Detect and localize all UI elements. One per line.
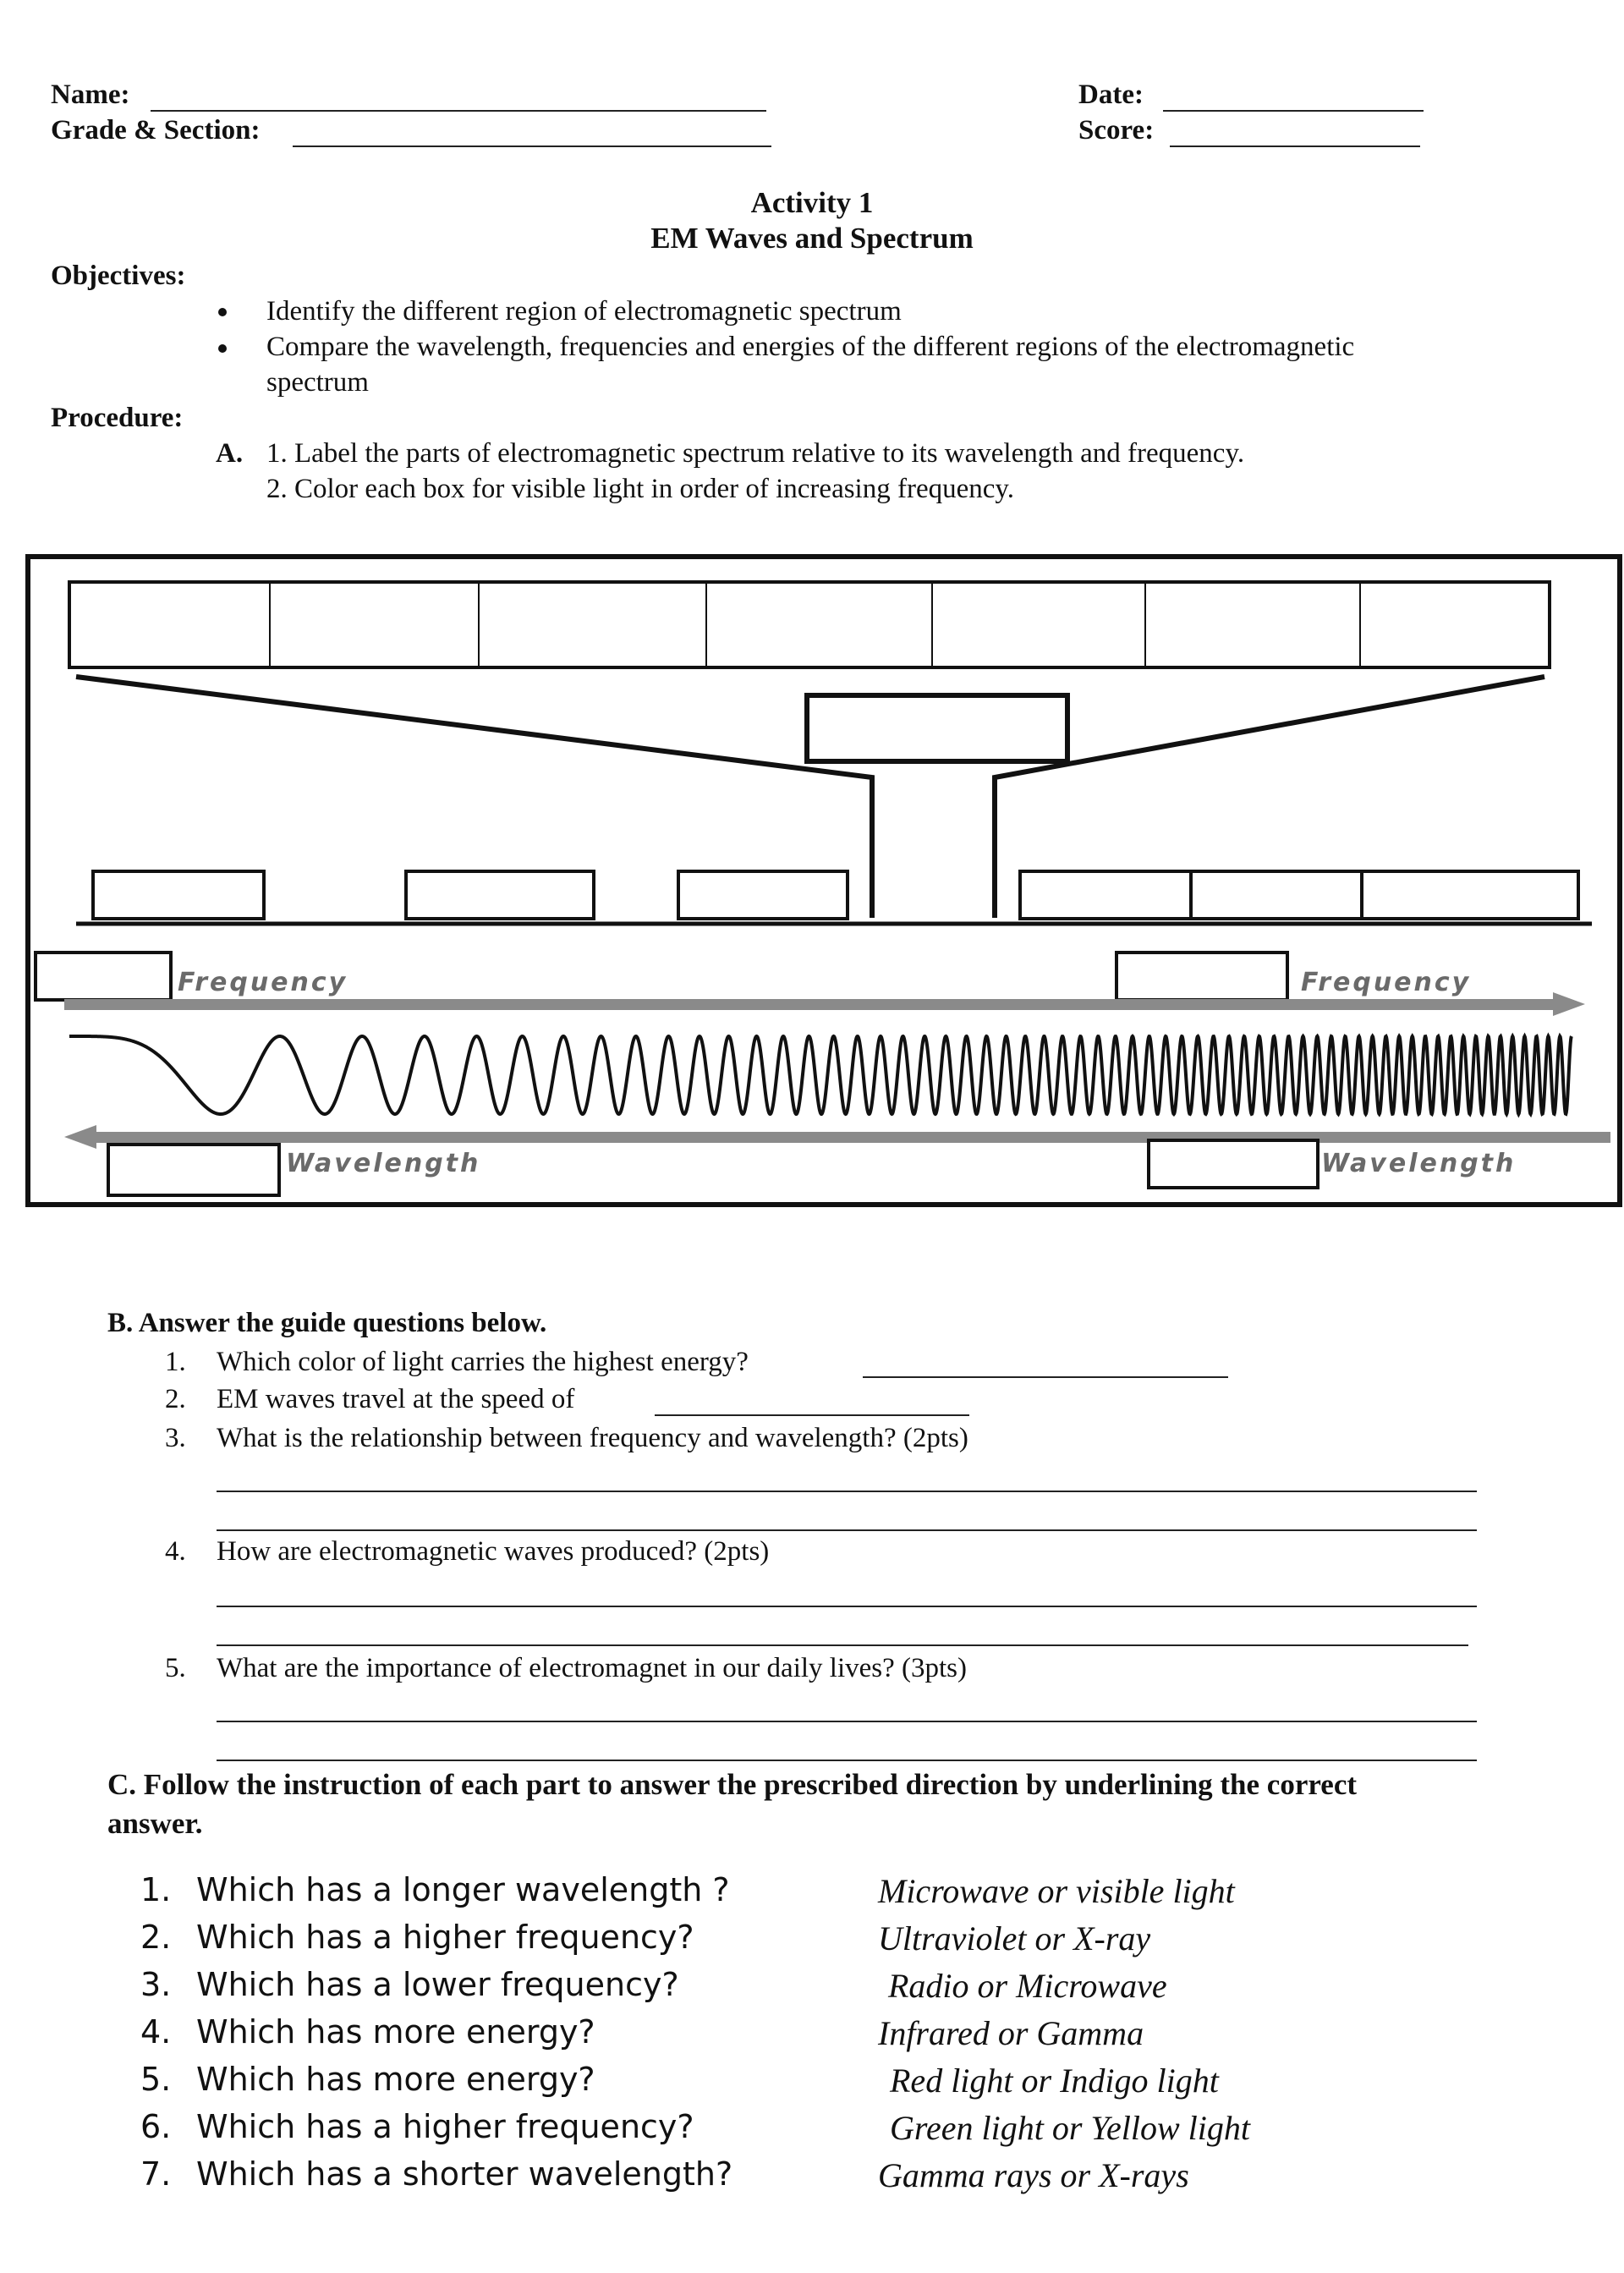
grade-section-label: Grade & Section: bbox=[51, 115, 261, 145]
procedure-step: 1. Label the parts of electromagnetic spectrum relative to its wavelength and frequency. bbox=[266, 438, 1245, 469]
objectives-label: Objectives: bbox=[51, 261, 186, 291]
activity-title: Activity 1 bbox=[750, 186, 874, 219]
objective-item: Compare the wavelength, frequencies and energies of the different regions of the electromagnetic bbox=[266, 332, 1355, 362]
item-number: 2. bbox=[140, 1919, 172, 1956]
item-answer-choices[interactable]: Gamma rays or X-rays bbox=[878, 2156, 1189, 2194]
item-answer-choices[interactable]: Ultraviolet or X-ray bbox=[878, 1919, 1151, 1957]
name-field[interactable] bbox=[151, 110, 766, 112]
em-wave-icon bbox=[69, 1036, 1572, 1114]
region-box-2 bbox=[406, 871, 594, 919]
item-question: Which has a higher frequency? bbox=[196, 1919, 694, 1956]
item-question: Which has a higher frequency? bbox=[196, 2108, 694, 2145]
em-spectrum-diagram bbox=[25, 554, 1622, 1207]
visible-light-strip bbox=[69, 582, 1550, 667]
item-answer-choices[interactable]: Green light or Yellow light bbox=[890, 2109, 1250, 2147]
score-field[interactable] bbox=[1170, 145, 1420, 147]
question-number: 4. bbox=[165, 1536, 186, 1567]
frequency-arrow-shaft bbox=[64, 999, 1553, 1010]
section-c-heading-continued: answer. bbox=[107, 1807, 203, 1840]
answer-line[interactable] bbox=[217, 1721, 1477, 1722]
region-box-5 bbox=[1020, 871, 1191, 919]
wavelength-label-left: Wavelength bbox=[286, 1149, 481, 1178]
wavelength-arrow-head bbox=[64, 1125, 96, 1149]
region-box-6 bbox=[1191, 871, 1362, 919]
question-text: Which color of light carries the highest energy? bbox=[217, 1347, 749, 1377]
question-text: EM waves travel at the speed of bbox=[217, 1384, 575, 1414]
item-number: 4. bbox=[140, 2013, 172, 2051]
item-answer-choices[interactable]: Microwave or visible light bbox=[878, 1872, 1235, 1910]
procedure-part-letter: A. bbox=[216, 438, 244, 469]
frequency-low-label-box bbox=[36, 953, 171, 1000]
frequency-label-right: Frequency bbox=[1301, 968, 1472, 997]
item-number: 3. bbox=[140, 1966, 172, 2003]
visible-light-label-box bbox=[807, 695, 1067, 761]
frequency-high-label-box bbox=[1116, 953, 1287, 1000]
item-question: Which has a shorter wavelength? bbox=[196, 2155, 733, 2193]
wavelength-label-right: Wavelength bbox=[1321, 1149, 1517, 1178]
item-question: Which has more energy? bbox=[196, 2013, 595, 2051]
em-spectrum-drawing bbox=[30, 559, 1617, 1202]
question-text: What are the importance of electromagnet in our daily lives? (3pts) bbox=[217, 1653, 967, 1683]
item-question: Which has a lower frequency? bbox=[196, 1966, 679, 2003]
question-text: What is the relationship between frequency and wavelength? (2pts) bbox=[217, 1423, 968, 1453]
item-answer-choices[interactable]: Red light or Indigo light bbox=[890, 2062, 1219, 2100]
date-field[interactable] bbox=[1163, 110, 1424, 112]
wavelength-short-label-box bbox=[1149, 1140, 1318, 1188]
item-question: Which has more energy? bbox=[196, 2061, 595, 2098]
question-number: 3. bbox=[165, 1423, 186, 1453]
frequency-label-left: Frequency bbox=[178, 968, 348, 997]
name-label: Name: bbox=[51, 80, 130, 110]
score-label: Score: bbox=[1078, 115, 1155, 145]
item-answer-choices[interactable]: Infrared or Gamma bbox=[878, 2014, 1144, 2052]
date-label: Date: bbox=[1078, 80, 1144, 110]
question-number: 5. bbox=[165, 1653, 186, 1683]
procedure-step: 2. Color each box for visible light in order of increasing frequency. bbox=[266, 474, 1015, 504]
item-number: 7. bbox=[140, 2155, 172, 2193]
region-box-3 bbox=[678, 871, 848, 919]
activity-subtitle: EM Waves and Spectrum bbox=[650, 222, 974, 255]
section-c-heading: C. Follow the instruction of each part to answer the prescribed direction by underlining the correct bbox=[107, 1768, 1358, 1801]
question-text: How are electromagnetic waves produced? (2pts) bbox=[217, 1536, 770, 1567]
procedure-label: Procedure: bbox=[51, 403, 184, 433]
region-box-1 bbox=[93, 871, 264, 919]
wavelength-arrow-shaft bbox=[96, 1132, 1610, 1143]
item-answer-choices[interactable]: Radio or Microwave bbox=[888, 1967, 1167, 2005]
section-b-heading: B. Answer the guide questions below. bbox=[107, 1308, 547, 1338]
frequency-arrow-head bbox=[1553, 992, 1585, 1016]
objective-item: Identify the different region of electromagnetic spectrum bbox=[266, 296, 902, 327]
bullet-icon bbox=[218, 344, 227, 353]
grade-section-field[interactable] bbox=[293, 145, 771, 147]
answer-line[interactable] bbox=[217, 1606, 1477, 1607]
item-question: Which has a longer wavelength ? bbox=[196, 1871, 730, 1908]
bullet-icon bbox=[218, 308, 227, 316]
wavelength-long-label-box bbox=[108, 1145, 279, 1195]
item-number: 5. bbox=[140, 2061, 172, 2098]
question-number: 1. bbox=[165, 1347, 186, 1377]
objective-item-continued: spectrum bbox=[266, 367, 369, 398]
answer-line[interactable] bbox=[863, 1376, 1228, 1378]
answer-line[interactable] bbox=[217, 1491, 1477, 1492]
answer-line[interactable] bbox=[217, 1760, 1477, 1761]
question-number: 2. bbox=[165, 1384, 186, 1414]
answer-line[interactable] bbox=[217, 1644, 1468, 1646]
answer-line[interactable] bbox=[655, 1414, 969, 1416]
item-number: 6. bbox=[140, 2108, 172, 2145]
region-box-7 bbox=[1362, 871, 1578, 919]
item-number: 1. bbox=[140, 1871, 172, 1908]
answer-line[interactable] bbox=[217, 1529, 1477, 1531]
